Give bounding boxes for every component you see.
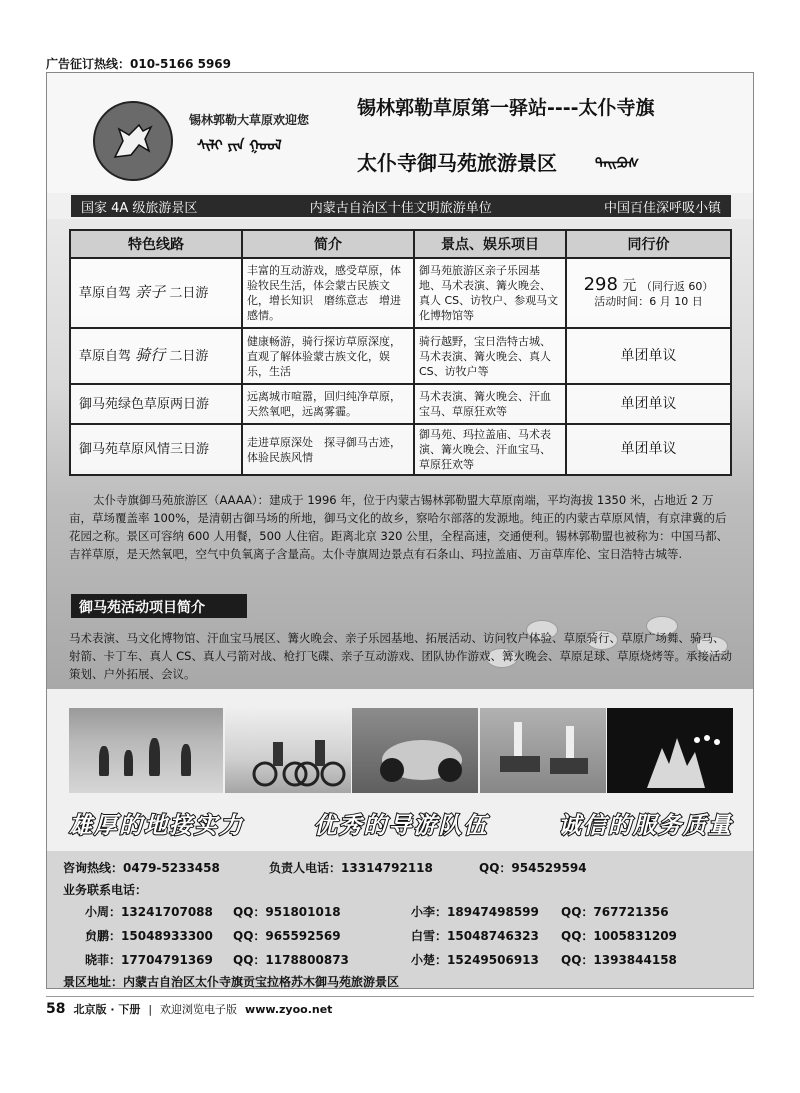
- route-emphasis: 骑行: [135, 346, 166, 364]
- scenic-area-title: 太仆寺御马苑旅游景区: [357, 151, 557, 175]
- hotline-label: 咨询热线：: [63, 861, 124, 875]
- intro-cell: 走进草原深处 探寻御马古迹，体验民族风情: [242, 424, 414, 475]
- person-qq: 1393844158: [593, 953, 677, 967]
- contact-person: [85, 927, 213, 944]
- price-time: 活动时间：6 月 10 日: [594, 295, 703, 308]
- spots-cell: 御马苑、玛拉盖庙、马术表演、篝火晚会、汗血宝马、草原狂欢等: [414, 424, 566, 475]
- footer-url-link[interactable]: www.zyoo.net: [245, 1002, 333, 1016]
- contact-panel: [47, 851, 753, 989]
- intro-cell: 丰富的互动游戏，感受草原，体验牧民生活，体会蒙古民族文化，增长知识 磨练意志 增进感情。: [242, 258, 414, 328]
- slogan-service-quality: 诚信的服务质量: [558, 811, 733, 839]
- person-name: 小李：: [411, 905, 448, 919]
- footer-separator: |: [148, 1002, 153, 1016]
- contact-person: [85, 951, 213, 968]
- person-figure: [99, 746, 109, 776]
- address-row: [63, 973, 399, 989]
- intro-cell: 健康畅游，骑行探访草原深度，直观了解体验蒙古族文化，娱乐，生活: [242, 328, 414, 384]
- contact-person-qq: [561, 903, 669, 920]
- person-figure: [181, 744, 191, 776]
- person-qq: 1005831209: [593, 929, 677, 943]
- qq-label: QQ：: [233, 953, 266, 967]
- edition-label: 北京版 · 下册: [73, 1003, 141, 1016]
- manager-number: 13314792118: [341, 861, 433, 875]
- spots-cell: 骑行越野，宝日浩特古城、马术表演、篝火晚会、真人 CS、访牧户等: [414, 328, 566, 384]
- badge-top10: 内蒙古自治区十佳文明旅游单位: [309, 200, 492, 216]
- contact-qq-row: [479, 859, 587, 876]
- person-qq: 965592569: [265, 929, 341, 943]
- table-row: [70, 258, 731, 328]
- route-prefix: 草原自驾: [79, 349, 132, 364]
- contact-person: [85, 903, 213, 920]
- spots-cell: 御马苑旅游区亲子乐园基地、马术表演、篝火晚会、真人 CS、访牧户、参观马文化博物馆等: [414, 258, 566, 328]
- route-cell: 御马苑草原风情三日游: [70, 424, 242, 475]
- photo-atv: [352, 708, 478, 793]
- page-number: 58: [46, 1001, 66, 1017]
- advertisement-frame: [46, 72, 754, 989]
- logo-welcome-text: 锡林郭勒大草原欢迎您: [189, 113, 310, 127]
- contact-manager-row: [269, 859, 433, 876]
- person-name: 白雪：: [411, 929, 448, 943]
- person-qq: 1178800873: [265, 953, 349, 967]
- person-name: 小周：: [85, 905, 122, 919]
- badge-deep-breath: 中国百佳深呼吸小镇: [603, 200, 721, 216]
- route-emphasis: 亲子: [135, 283, 166, 301]
- table-row: [70, 384, 731, 424]
- intro-cell: 远离城市喧嚣，回归纯净草原，天然氧吧，远离雾霾。: [242, 384, 414, 424]
- routes-table: [69, 229, 732, 476]
- header-intro: 简介: [242, 230, 414, 258]
- price-unit: 元: [622, 278, 637, 294]
- person-name: 贠鹏：: [85, 929, 122, 943]
- price-rebate: （同行返 60）: [640, 280, 714, 293]
- qq-number: 954529594: [511, 861, 587, 875]
- spots-cell: 马术表演、篝火晚会、汗血宝马、草原狂欢等: [414, 384, 566, 424]
- route-cell: [70, 258, 242, 328]
- bicycle-icon: [225, 708, 351, 793]
- page-footer: [46, 1001, 332, 1017]
- person-phone: 17704791369: [121, 953, 213, 967]
- contact-hotline-row: [63, 859, 220, 876]
- person-phone: 15048746323: [447, 929, 539, 943]
- contact-person-qq: [233, 927, 341, 944]
- contact-person: [411, 927, 539, 944]
- price-value: 298: [583, 274, 618, 295]
- photo-horse-show: [480, 708, 606, 793]
- photo-bonfire: [607, 708, 733, 793]
- headline-title: 锡林郭勒草原第一驿站----太仆寺旗: [357, 97, 655, 119]
- table-row: [70, 424, 731, 475]
- table-row: [70, 328, 731, 384]
- route-suffix: 二日游: [169, 349, 209, 364]
- slogan-row: [69, 803, 733, 843]
- hotline-number: 0479-5233458: [123, 861, 220, 875]
- contact-person-qq: [233, 951, 349, 968]
- header-price: 同行价: [566, 230, 731, 258]
- contact-person-qq: [233, 903, 341, 920]
- table-header-row: [70, 230, 731, 258]
- horse-logo: [93, 101, 173, 181]
- qq-label: QQ：: [233, 929, 266, 943]
- person-qq: 767721356: [593, 905, 669, 919]
- header-spots: 景点、娱乐项目: [414, 230, 566, 258]
- qq-label: QQ：: [561, 929, 594, 943]
- manager-label: 负责人电话：: [269, 861, 342, 875]
- header-route: 特色线路: [70, 230, 242, 258]
- photo-cycling: [225, 708, 351, 793]
- ad-hotline: 广告征订热线：010-5166 5969: [46, 57, 232, 71]
- contact-person-qq: [561, 951, 677, 968]
- person-phone: 13241707088: [121, 905, 213, 919]
- contact-person: [411, 951, 539, 968]
- horse-icon: [109, 117, 157, 165]
- slogan-local-strength: 雄厚的地接实力: [69, 811, 244, 839]
- qq-label: QQ：: [233, 905, 266, 919]
- person-phone: 15249506913: [447, 953, 539, 967]
- contact-person-qq: [561, 927, 677, 944]
- qq-label: QQ：: [561, 953, 594, 967]
- photo-strip: [69, 708, 733, 793]
- slogan-guide-team: 优秀的导游队伍: [313, 811, 489, 839]
- mongolian-script-line1: ᠰᠢᠯᠢ ᠶᠢᠨ ᠭᠣᠣᠯ: [197, 138, 282, 154]
- honor-badge-bar: [71, 195, 731, 217]
- activities-section-title: 御马苑活动项目简介: [71, 594, 247, 618]
- price-cell: [566, 258, 731, 328]
- horse-rider-icon: [480, 708, 606, 793]
- footer-divider: [46, 996, 754, 997]
- route-cell: [70, 328, 242, 384]
- person-qq: 951801018: [265, 905, 341, 919]
- bonfire-icon: [607, 708, 733, 793]
- person-name: 晓菲：: [85, 953, 122, 967]
- contact-person: [411, 903, 539, 920]
- person-name: 小楚：: [411, 953, 448, 967]
- photo-family-grassland: [69, 708, 223, 793]
- route-suffix: 二日游: [169, 286, 209, 301]
- atv-icon: [352, 708, 478, 793]
- price-cell: 单团单议: [566, 424, 731, 475]
- badge-4a: 国家 4A 级旅游景区: [81, 200, 198, 216]
- person-phone: 18947498599: [447, 905, 539, 919]
- person-phone: 15048933300: [121, 929, 213, 943]
- footer-welcome: 欢迎浏览电子版: [160, 1003, 238, 1016]
- biz-contact-label: 业务联系电话：: [63, 883, 148, 897]
- address-label: 景区地址：: [63, 975, 124, 989]
- address-text: 内蒙古自治区太仆寺旗贡宝拉格苏木御马苑旅游景区: [123, 975, 400, 989]
- qq-label: QQ：: [479, 861, 512, 875]
- price-cell: 单团单议: [566, 384, 731, 424]
- person-figure: [149, 738, 160, 776]
- mongolian-script-line2: ᠲᠠᠢᠫᠤᠰ: [595, 156, 640, 172]
- activities-paragraph: 马术表演、马文化博物馆、汗血宝马展区、篝火晚会、亲子乐园基地、拓展活动、访问牧户体验、草原骑行、草原广场舞、骑马、射箭、卡丁车、真人 CS、真人弓箭对战、枪打飞碟、亲子互动游戏、团队协作游戏、篝火晚会、草原足球、草原烧烤等。承接活动策划、户外拓展、会议。: [69, 631, 732, 681]
- route-prefix: 草原自驾: [79, 286, 132, 301]
- ad-header: [47, 73, 753, 193]
- scenic-intro-paragraph: 太仆寺旗御马苑旅游区（AAAA）：建成于 1996 年，位于内蒙古锡林郭勒盟大草原南端，平均海拔 1350 米，占地近 2 万亩，草场覆盖率 100%，是清朝古御马场的所地，御马文化的故乡，察哈尔部落的发源地。纯正的内蒙古草原风情，有京津冀的后花园之称。景区可容纳 600 人用餐，500 人住宿。距离北京 320 公里，全程高速，交通便利。锡林郭勒盟也被称为：中国马都、吉祥草原，是天然氧吧，空气中负氧离子含量高。太仆寺旗周边景点有石条山、玛拉盖庙、万亩草库伦、宝日浩特古城等.: [69, 493, 729, 561]
- route-cell: 御马苑绿色草原两日游: [70, 384, 242, 424]
- qq-label: QQ：: [561, 905, 594, 919]
- price-cell: 单团单议: [566, 328, 731, 384]
- person-figure: [124, 750, 133, 776]
